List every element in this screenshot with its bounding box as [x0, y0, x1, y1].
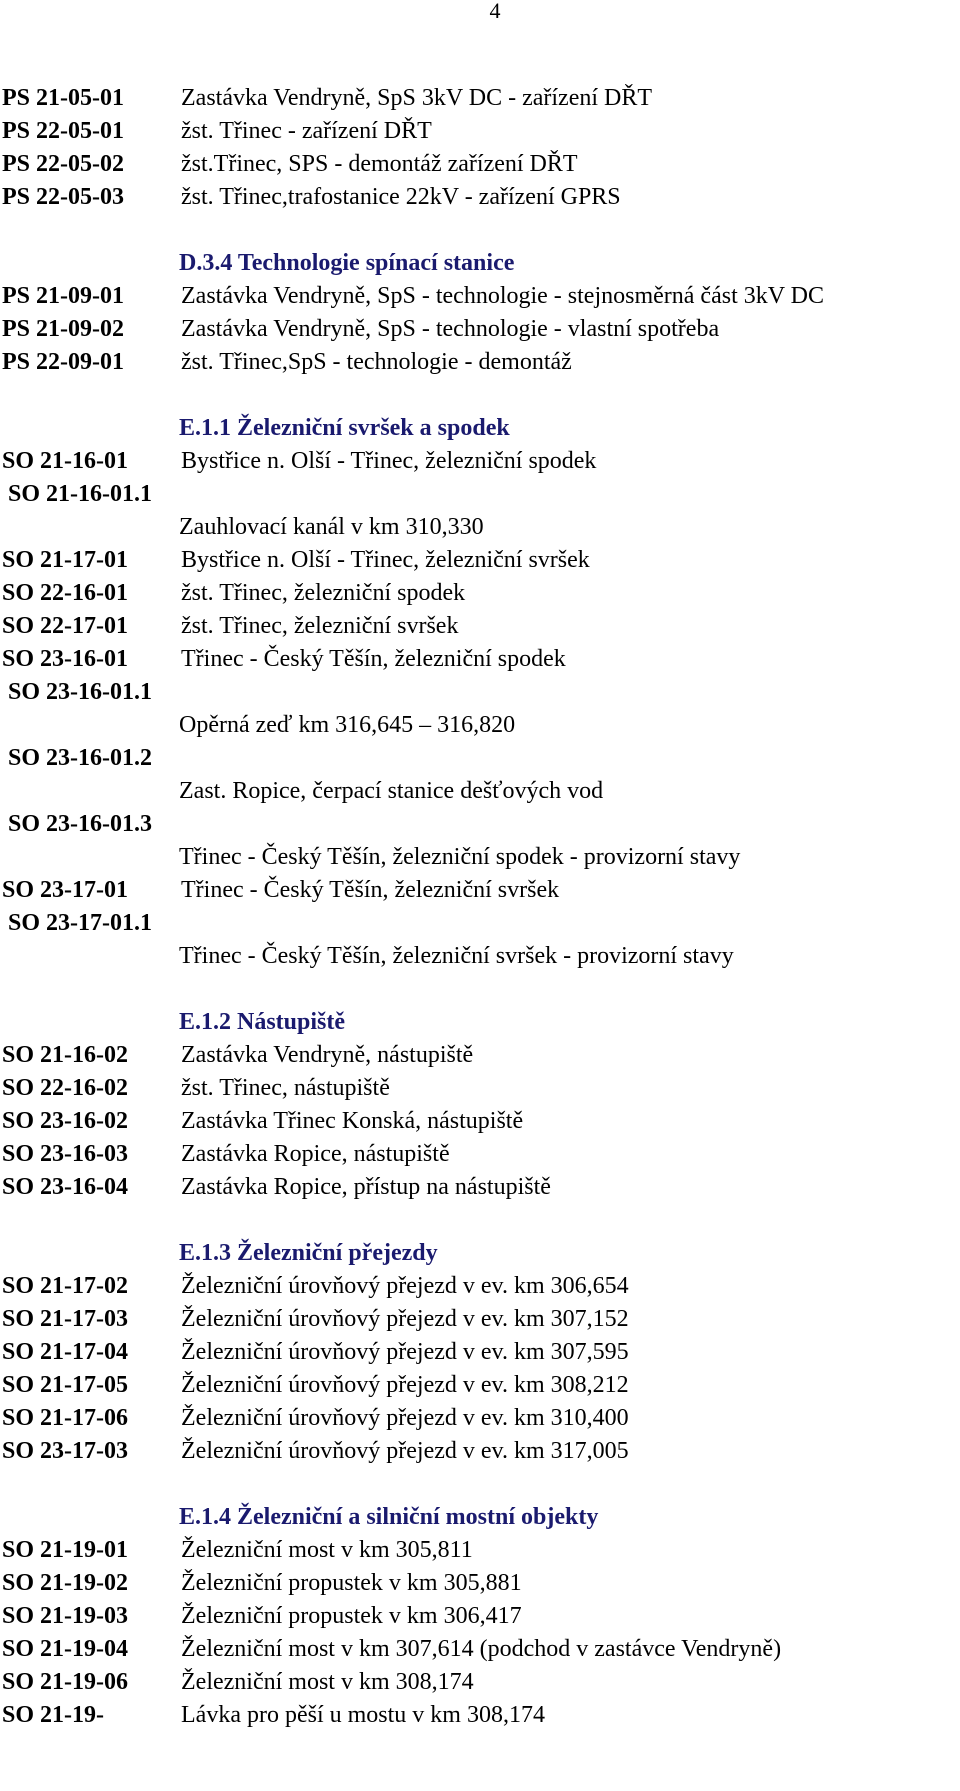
- list-item: [0, 808, 960, 874]
- object-description: Bystřice n. Olší - Třinec, železniční spodek: [181, 448, 597, 474]
- object-code: SO 23-16-04: [2, 1174, 128, 1200]
- object-description: žst. Třinec,trafostanice 22kV - zařízení GPRS: [181, 184, 621, 210]
- list-item: [0, 1303, 960, 1336]
- object-code: SO 22-16-02: [2, 1075, 128, 1101]
- list-item: [0, 1171, 960, 1204]
- list-item: [0, 1567, 960, 1600]
- document-section: [0, 247, 960, 379]
- object-description: Železniční propustek v km 305,881: [181, 1570, 522, 1596]
- object-code: SO 23-17-01.1: [8, 910, 152, 936]
- list-item: [0, 1666, 960, 1699]
- list-item: [0, 346, 960, 379]
- object-description: Třinec - Český Těšín, železniční spodek - provizorní stavy: [179, 844, 741, 870]
- object-description: Železniční úrovňový přejezd v ev. km 317,005: [181, 1438, 629, 1464]
- section-heading: E.1.3 Železniční přejezdy: [179, 1240, 438, 1266]
- object-code: SO 21-16-02: [2, 1042, 128, 1068]
- object-code: PS 22-05-02: [2, 151, 124, 177]
- object-code: SO 21-17-04: [2, 1339, 128, 1365]
- list-item: [0, 1435, 960, 1468]
- object-description: Železniční úrovňový přejezd v ev. km 307,152: [181, 1306, 629, 1332]
- object-description: Třinec - Český Těšín, železniční spodek: [181, 646, 566, 672]
- object-code: SO 23-17-03: [2, 1438, 128, 1464]
- object-description: Železniční úrovňový přejezd v ev. km 308,212: [181, 1372, 629, 1398]
- object-code: SO 21-17-06: [2, 1405, 128, 1431]
- object-code: SO 23-16-01: [2, 646, 128, 672]
- object-code: SO 21-19-04: [2, 1636, 128, 1662]
- document-section: [0, 1237, 960, 1468]
- object-code: SO 21-19-03: [2, 1603, 128, 1629]
- object-description: Třinec - Český Těšín, železniční svršek: [181, 877, 560, 903]
- object-code: SO 22-16-01: [2, 580, 128, 606]
- list-item: [0, 1402, 960, 1435]
- object-code: PS 22-05-01: [2, 118, 124, 144]
- object-code: SO 23-16-01.2: [8, 745, 152, 771]
- section-heading: D.3.4 Technologie spínací stanice: [179, 250, 515, 276]
- object-code: SO 23-16-02: [2, 1108, 128, 1134]
- object-description: Zauhlovací kanál v km 310,330: [179, 514, 484, 540]
- object-code: SO 21-19-01: [2, 1537, 128, 1563]
- object-code: SO 21-16-01.1: [8, 481, 152, 507]
- list-item: [0, 313, 960, 346]
- object-code: SO 23-16-03: [2, 1141, 128, 1167]
- object-code: SO 21-17-05: [2, 1372, 128, 1398]
- list-item: [0, 1534, 960, 1567]
- object-description: Opěrná zeď km 316,645 – 316,820: [179, 712, 516, 738]
- object-description: Železniční most v km 305,811: [181, 1537, 473, 1563]
- list-item: [0, 544, 960, 577]
- object-code: SO 21-17-02: [2, 1273, 128, 1299]
- list-item: [0, 610, 960, 643]
- object-description: žst. Třinec, železniční svršek: [181, 613, 459, 639]
- list-item: [0, 115, 960, 148]
- list-item: [0, 1072, 960, 1105]
- object-description: žst. Třinec, nástupiště: [181, 1075, 390, 1101]
- list-item: [0, 181, 960, 214]
- page-number: 4: [489, 0, 501, 23]
- list-item: [0, 82, 960, 115]
- document-section: [0, 1006, 960, 1204]
- object-code: SO 21-17-03: [2, 1306, 128, 1332]
- object-description: Zast. Ropice, čerpací stanice dešťových vod: [179, 778, 604, 804]
- section-heading: E.1.1 Železniční svršek a spodek: [179, 415, 510, 441]
- list-item: [0, 643, 960, 676]
- object-description: Zastávka Vendryně, nástupiště: [181, 1042, 474, 1068]
- section-heading: E.1.2 Nástupiště: [179, 1009, 346, 1035]
- object-code: SO 22-17-01: [2, 613, 128, 639]
- list-item: [0, 1270, 960, 1303]
- document-body: [0, 82, 960, 1732]
- document-section: [0, 1501, 960, 1732]
- list-item: [0, 1699, 960, 1732]
- object-code: SO 21-19-06: [2, 1669, 128, 1695]
- object-description: Zastávka Ropice, nástupiště: [181, 1141, 450, 1167]
- object-code: SO 21-16-01: [2, 448, 128, 474]
- object-description: žst.Třinec, SPS - demontáž zařízení DŘT: [181, 151, 578, 177]
- object-code: SO 23-17-01: [2, 877, 128, 903]
- list-item: [0, 1138, 960, 1171]
- list-item: [0, 478, 960, 544]
- list-item: [0, 907, 960, 973]
- document-section: [0, 82, 960, 214]
- object-code: SO 23-16-01.1: [8, 679, 152, 705]
- object-description: Zastávka Vendryně, SpS 3kV DC - zařízení DŘT: [181, 85, 653, 111]
- section-heading: E.1.4 Železniční a silniční mostní objekty: [179, 1504, 599, 1530]
- object-code: PS 21-09-01: [2, 283, 124, 309]
- object-code: SO 21-19-: [2, 1702, 104, 1728]
- list-item: [0, 874, 960, 907]
- object-code: SO 21-17-01: [2, 547, 128, 573]
- list-item: [0, 445, 960, 478]
- list-item: [0, 577, 960, 610]
- object-description: Bystřice n. Olší - Třinec, železniční svršek: [181, 547, 590, 573]
- object-description: žst. Třinec,SpS - technologie - demontáž: [181, 349, 572, 375]
- object-description: žst. Třinec, železniční spodek: [181, 580, 466, 606]
- object-description: Třinec - Český Těšín, železniční svršek - provizorní stavy: [179, 943, 734, 969]
- list-item: [0, 1039, 960, 1072]
- object-code: PS 22-09-01: [2, 349, 124, 375]
- object-description: Lávka pro pěší u mostu v km 308,174: [181, 1702, 545, 1728]
- document-section: [0, 412, 960, 973]
- object-description: Zastávka Vendryně, SpS - technologie - vlastní spotřeba: [181, 316, 720, 342]
- object-description: Zastávka Třinec Konská, nástupiště: [181, 1108, 524, 1134]
- object-description: Železniční úrovňový přejezd v ev. km 310,400: [181, 1405, 629, 1431]
- object-code: SO 23-16-01.3: [8, 811, 152, 837]
- list-item: [0, 742, 960, 808]
- list-item: [0, 280, 960, 313]
- object-description: Železniční most v km 308,174: [181, 1669, 474, 1695]
- list-item: [0, 1633, 960, 1666]
- object-code: PS 21-05-01: [2, 85, 124, 111]
- list-item: [0, 1105, 960, 1138]
- list-item: [0, 1336, 960, 1369]
- object-description: Zastávka Vendryně, SpS - technologie - stejnosměrná část 3kV DC: [181, 283, 824, 309]
- object-description: Železniční úrovňový přejezd v ev. km 306,654: [181, 1273, 629, 1299]
- object-code: SO 21-19-02: [2, 1570, 128, 1596]
- object-code: PS 22-05-03: [2, 184, 124, 210]
- list-item: [0, 1600, 960, 1633]
- object-description: Železniční most v km 307,614 (podchod v zastávce Vendryně): [181, 1636, 782, 1662]
- object-description: Železniční úrovňový přejezd v ev. km 307,595: [181, 1339, 629, 1365]
- object-description: Zastávka Ropice, přístup na nástupiště: [181, 1174, 551, 1200]
- object-code: PS 21-09-02: [2, 316, 124, 342]
- list-item: [0, 148, 960, 181]
- list-item: [0, 676, 960, 742]
- object-description: žst. Třinec - zařízení DŘT: [181, 118, 432, 144]
- object-description: Železniční propustek v km 306,417: [181, 1603, 522, 1629]
- list-item: [0, 1369, 960, 1402]
